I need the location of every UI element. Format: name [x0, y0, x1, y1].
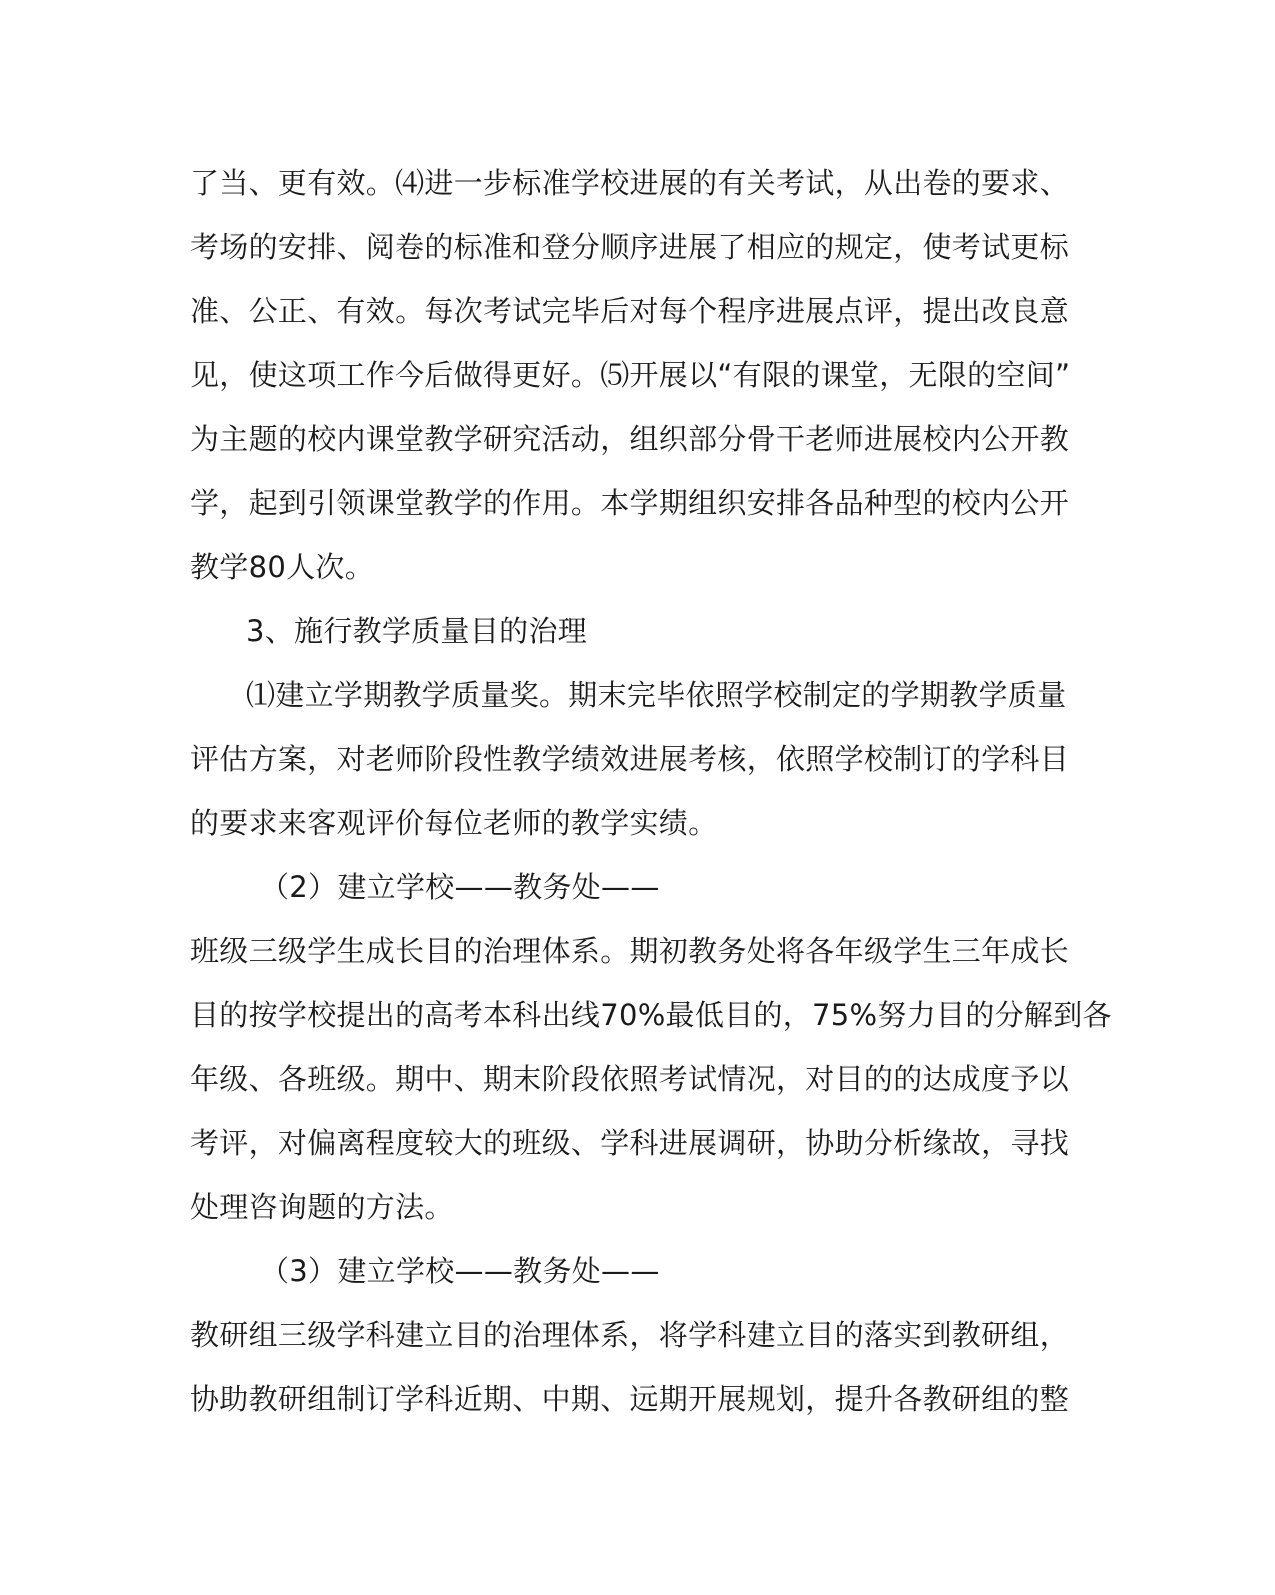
text-line: 教研组三级学科建立目的治理体系，将学科建立目的落实到教研组， [190, 1318, 1070, 1352]
text-line: 目的按学校提出的高考本科出线70%最低目的，75%努力目的分解到各 [190, 998, 1112, 1032]
text-line: 处理咨询题的方法。 [190, 1190, 454, 1224]
text-line: ⑴建立学期教学质量奖。期末完毕依照学校制定的学期教学质量 [246, 678, 1067, 712]
section-heading: 3、施行教学质量目的治理 [246, 614, 588, 648]
text-line: 的要求来客观评价每位老师的教学实绩。 [190, 806, 718, 840]
text-line: 了当、更有效。⑷进一步标准学校进展的有关考试，从出卷的要求、 [190, 166, 1070, 200]
text-line: 考评，对偏离程度较大的班级、学科进展调研，协助分析缘故，寻找 [190, 1126, 1070, 1160]
text-line: 见，使这项工作今后做得更好。⑸开展以“有限的课堂，无限的空间” [190, 358, 1071, 392]
text-line: 评估方案，对老师阶段性教学绩效进展考核，依照学校制订的学科目 [190, 742, 1070, 776]
text-line: 考场的安排、阅卷的标准和登分顺序进展了相应的规定，使考试更标 [190, 230, 1070, 264]
text-line: 学，起到引领课堂教学的作用。本学期组织安排各品种型的校内公开 [190, 486, 1070, 520]
subheading-line: （3）建立学校——教务处—— [260, 1254, 660, 1288]
text-line: 协助教研组制订学科近期、中期、远期开展规划，提升各教研组的整 [190, 1382, 1070, 1416]
text-line: 年级、各班级。期中、期末阶段依照考试情况，对目的的达成度予以 [190, 1062, 1070, 1096]
text-line: 教学80人次。 [190, 550, 375, 584]
text-line: 班级三级学生成长目的治理体系。期初教务处将各年级学生三年成长 [190, 934, 1070, 968]
subheading-line: （2）建立学校——教务处—— [260, 870, 660, 904]
text-line: 为主题的校内课堂教学研究活动，组织部分骨干老师进展校内公开教 [190, 422, 1070, 456]
text-line: 准、公正、有效。每次考试完毕后对每个程序进展点评，提出改良意 [190, 294, 1070, 328]
